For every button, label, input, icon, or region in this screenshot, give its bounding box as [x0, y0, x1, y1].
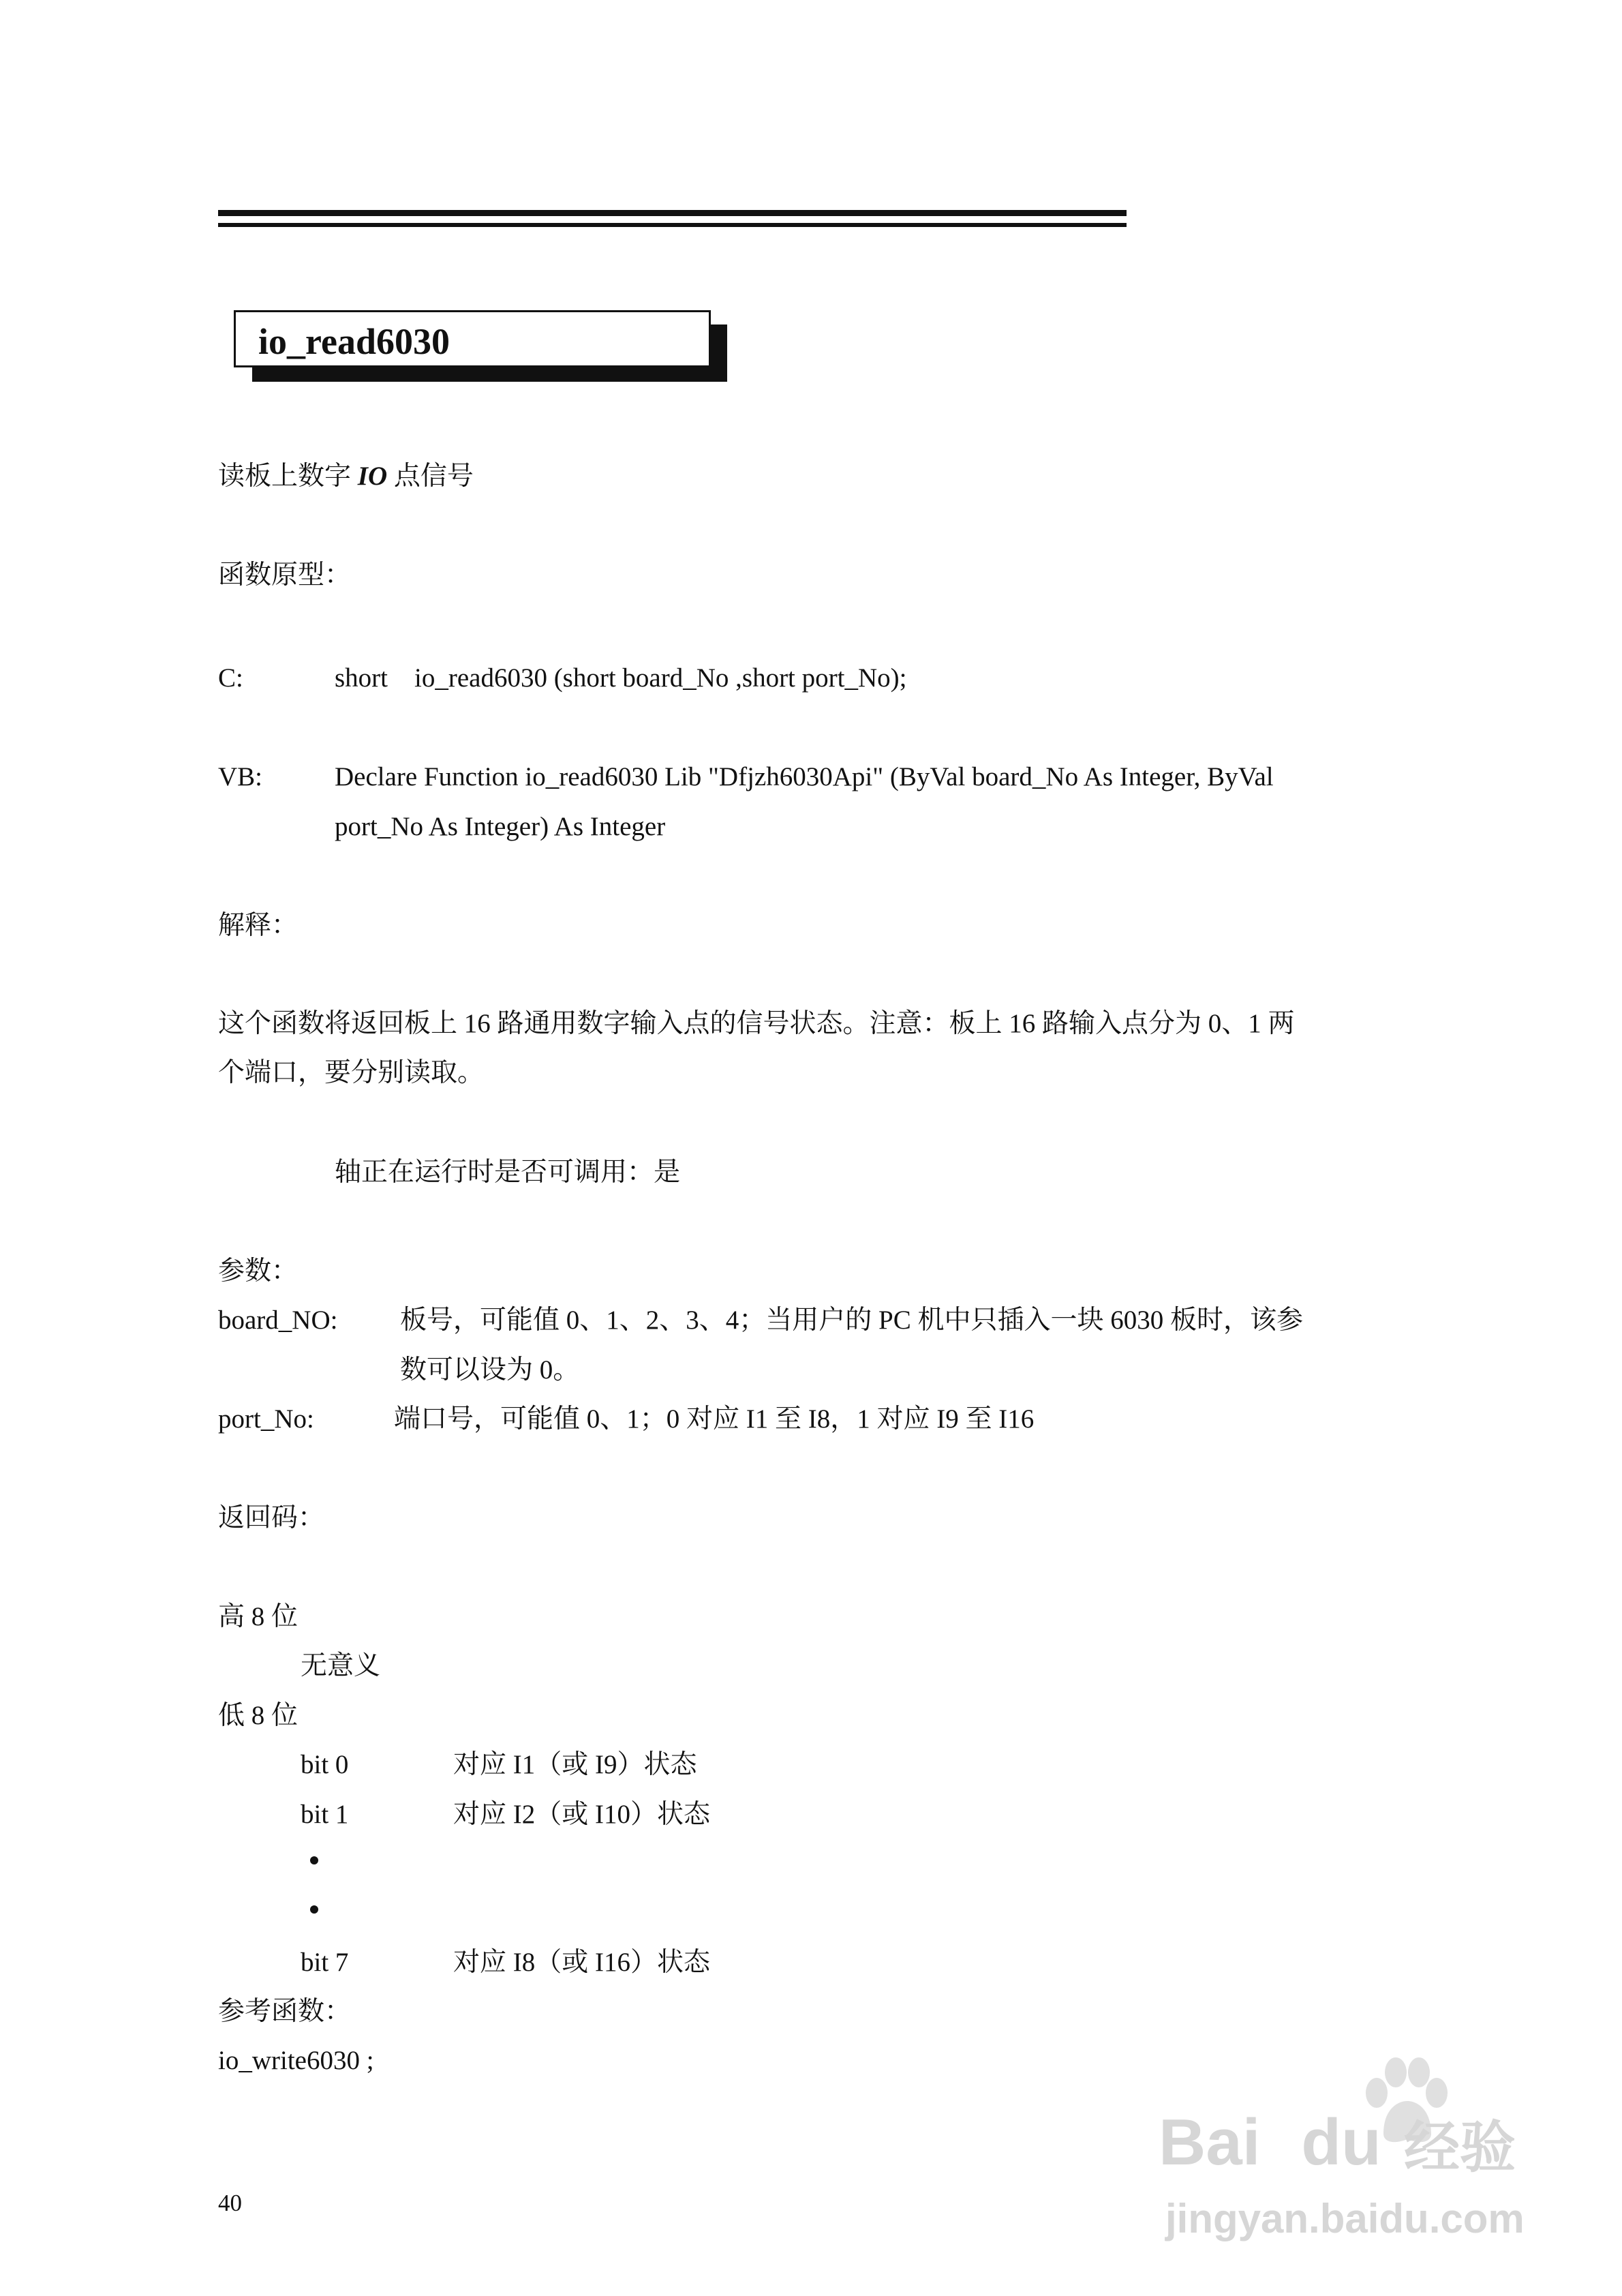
- vb-code-line-1: Declare Function io_read6030 Lib "Dfjzh6030Api" (ByVal board_No As Integer, ByVal: [335, 762, 1274, 791]
- axis-note: 轴正在运行时是否可调用：是: [335, 1158, 681, 1187]
- bit-name: bit 7: [301, 1948, 349, 1977]
- vb-label: VB:: [218, 762, 263, 791]
- ellipsis-bullet: [310, 1856, 318, 1864]
- subtitle: [218, 463, 474, 489]
- ref-function: io_write6030 ;: [218, 2046, 374, 2075]
- bit-name: bit 1: [301, 1800, 349, 1829]
- explain-line-2: 个端口，要分别读取。: [218, 1058, 485, 1087]
- ellipsis-bullet: [310, 1905, 318, 1914]
- param-board-desc-1: 板号，可能值 0、1、2、3、4；当用户的 PC 机中只插入一块 6030 板时，该参: [400, 1305, 1303, 1335]
- prototype-heading: 函数原型：: [218, 560, 352, 590]
- watermark-brand-bai: Bai: [1159, 2106, 1261, 2179]
- param-board-desc-2: 数可以设为 0。: [400, 1355, 580, 1385]
- watermark: [1159, 2052, 1540, 2256]
- page-number: 40: [218, 2190, 242, 2216]
- param-board-name: board_NO:: [218, 1305, 338, 1335]
- title-box: [234, 310, 711, 367]
- high-bits-label: 高 8 位: [218, 1602, 299, 1631]
- return-heading: 返回码：: [218, 1503, 325, 1532]
- header-rule-thick: [218, 210, 1127, 216]
- subtitle-pre: 读板上数字: [218, 462, 352, 491]
- high-bits-meaning: 无意义: [301, 1651, 381, 1680]
- subtitle-io: IO: [357, 462, 388, 491]
- param-port-name: port_No:: [218, 1404, 314, 1434]
- subtitle-post: 点信号: [393, 462, 474, 491]
- watermark-cn: 经验: [1404, 2115, 1516, 2180]
- c-label: C:: [218, 663, 243, 693]
- header-rule-thin: [218, 223, 1127, 227]
- param-port-desc: 端口号，可能值 0、1；0 对应 I1 至 I8，1 对应 I9 至 I16: [394, 1404, 1035, 1434]
- bit-desc: 对应 I8（或 I16）状态: [453, 1948, 710, 1977]
- bit-desc: 对应 I2（或 I10）状态: [453, 1800, 710, 1829]
- watermark-brand-du: du: [1301, 2106, 1381, 2179]
- vb-code-line-2: port_No As Integer) As Integer: [335, 812, 666, 841]
- c-code: short io_read6030 (short board_No ,short port_No);: [335, 663, 907, 693]
- low-bits-label: 低 8 位: [218, 1701, 299, 1730]
- explain-heading: 解释：: [218, 911, 299, 940]
- function-title: io_read6030: [258, 321, 450, 362]
- params-heading: 参数：: [218, 1256, 299, 1286]
- watermark-url: jingyan.baidu.com: [1165, 2196, 1525, 2241]
- ref-heading: 参考函数：: [218, 1997, 352, 2026]
- bit-desc: 对应 I1（或 I9）状态: [453, 1750, 697, 1779]
- explain-line-1: 这个函数将返回板上 16 路通用数字输入点的信号状态。注意：板上 16 路输入点分为 0、1 两: [218, 1009, 1295, 1038]
- watermark-brand: [1159, 2106, 1381, 2179]
- bit-name: bit 0: [301, 1750, 349, 1779]
